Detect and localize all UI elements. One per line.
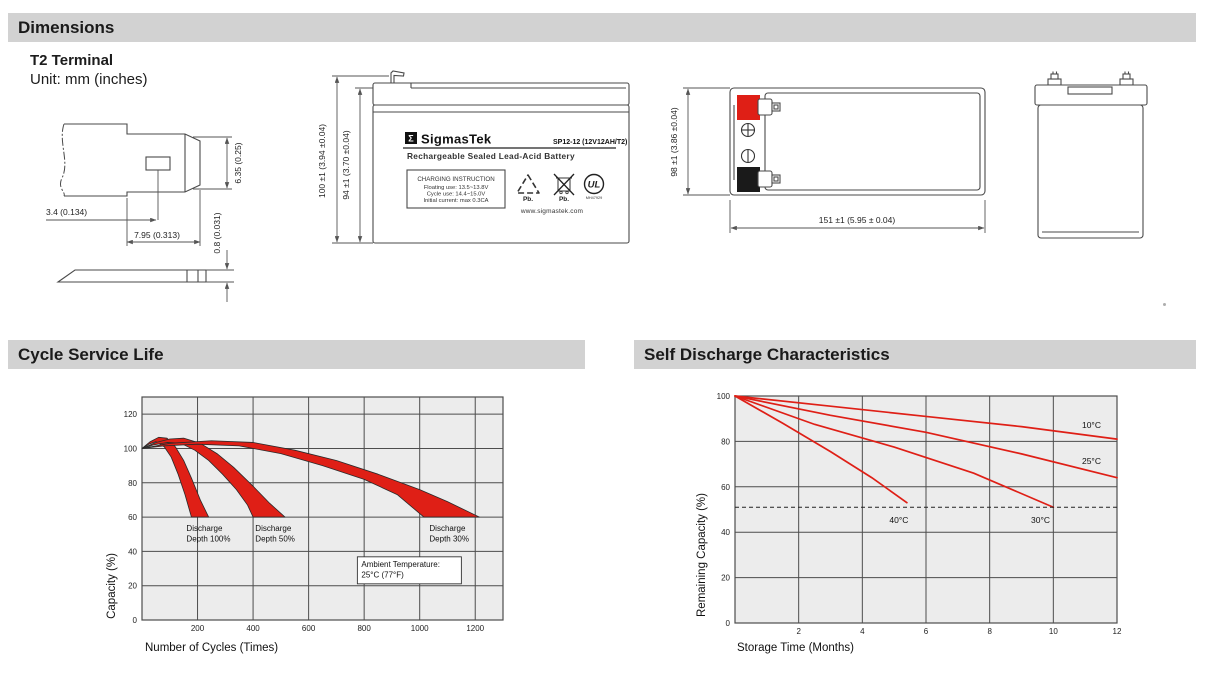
tab-base (758, 171, 772, 187)
dim-text-thickness: 0.8 (0.031) (212, 212, 222, 254)
x-tick-label: 12 (1112, 627, 1122, 636)
ul-letters: UL (587, 179, 601, 191)
chart-annotation: Depth 100% (186, 534, 231, 544)
terminal-side-view (58, 212, 234, 302)
terminal-type-label: T2 Terminal (30, 52, 114, 69)
chart-annotation: Depth 50% (255, 534, 295, 544)
x-axis-title: Number of Cycles (Times) (145, 642, 279, 654)
y-tick-label: 100 (123, 444, 137, 454)
tab-tip (772, 103, 780, 111)
pb-recycle-label: Pb. (522, 196, 534, 203)
chart-annotation: 25°C (77°F) (361, 570, 404, 580)
x-tick-label: 2 (796, 627, 801, 636)
dim-text-hole-offset: 3.4 (0.134) (46, 207, 88, 217)
battery-top-view-drawing (655, 65, 1015, 265)
section-title-cycle-life: Cycle Service Life (18, 345, 164, 364)
cycle-service-life-chart (95, 390, 515, 685)
self-discharge-chart (685, 390, 1210, 685)
series-label: 25°C (1081, 456, 1101, 467)
series-label: 40°C (889, 515, 909, 526)
y-tick-label: 100 (716, 392, 730, 401)
terminal-tab (391, 71, 404, 83)
y-tick-label: 40 (128, 547, 137, 557)
y-tick-label: 60 (128, 513, 137, 523)
end-body (1038, 105, 1143, 238)
y-axis-title: Capacity (%) (106, 553, 118, 619)
dim-text-total-height: 100 ±1 (3.94 ±0.04) (317, 123, 327, 199)
charging-line-3: Initial current: max 0.3CA (423, 198, 489, 204)
section-header-cycle-life (8, 340, 585, 369)
terminal-cap (1123, 74, 1130, 79)
battery-type-line: Rechargeable Sealed Lead-Acid Battery (407, 151, 575, 161)
x-axis-title: Storage Time (Months) (737, 642, 854, 654)
terminal-plan-view (60, 124, 200, 220)
x-tick-label: 8 (987, 627, 992, 636)
terminal-outline (64, 124, 200, 196)
chart-annotation: Discharge (255, 523, 292, 533)
website-text: www.sigmastek.com (520, 208, 584, 215)
model-number: SP12-12 (12V12AH/T2) (553, 139, 628, 146)
chart-annotation: Discharge (429, 523, 466, 533)
x-tick-label: 10 (1048, 627, 1058, 636)
chart-annotation: Discharge (186, 523, 223, 533)
y-tick-label: 120 (123, 410, 137, 420)
y-tick-label: 20 (721, 573, 730, 583)
unit-note: Unit: mm (inches) (30, 71, 148, 88)
dim-text-length: 151 ±1 (5.95 ± 0.04) (818, 215, 896, 225)
negative-terminal-marker (737, 167, 760, 192)
tab-base (758, 99, 772, 115)
battery-body (373, 105, 629, 243)
section-title-self-discharge: Self Discharge Characteristics (644, 345, 890, 364)
terminal-base (1048, 79, 1061, 85)
series-label: 30°C (1031, 515, 1051, 526)
section-header-dimensions (8, 13, 1196, 42)
y-tick-label: 80 (721, 437, 730, 447)
positive-terminal-marker (737, 95, 760, 120)
series-label: 10°C (1081, 419, 1101, 430)
section-title-dimensions: Dimensions (18, 18, 115, 37)
x-tick-label: 400 (246, 624, 260, 633)
x-tick-label: 4 (860, 627, 865, 636)
y-tick-label: 60 (721, 482, 730, 492)
sigma-icon: Σ (408, 133, 414, 144)
y-axis-title: Remaining Capacity (%) (696, 493, 708, 617)
charging-title: CHARGING INSTRUCTION (417, 176, 495, 183)
brand-name: SigmasTek (421, 131, 492, 147)
terminal-detail-drawing (30, 110, 265, 305)
positive-polarity-icon (742, 124, 755, 137)
terminal-side-outline (58, 270, 206, 282)
tab-tip (772, 175, 780, 183)
end-lid (1035, 85, 1147, 105)
terminal-hole (146, 157, 170, 170)
dim-text-width: 98 ±1 (3.86 ±0.04) (669, 107, 679, 177)
print-artifact (1163, 303, 1166, 306)
battery-front-view-drawing (315, 65, 650, 265)
x-tick-label: 600 (301, 624, 316, 633)
y-tick-label: 0 (132, 616, 137, 625)
end-view-case (1035, 72, 1147, 239)
x-tick-label: 1000 (410, 624, 429, 633)
terminal-cap (1051, 74, 1058, 79)
pb-bin-label: Pb. (558, 196, 570, 203)
charging-line-1: Floating use: 13.5~13.8V (423, 185, 489, 191)
chart-annotation: Ambient Temperature: (361, 559, 440, 569)
break-line (60, 124, 64, 196)
top-view-case (730, 88, 985, 195)
x-tick-label: 1200 (466, 624, 485, 633)
x-tick-label: 6 (923, 627, 929, 636)
x-tick-label: 200 (190, 624, 205, 633)
y-tick-label: 40 (721, 528, 730, 538)
charging-line-2: Cycle use: 14.4~15.0V (426, 191, 486, 198)
dim-text-tab-width: 6.35 (0.25) (233, 142, 243, 184)
x-tick-label: 800 (357, 624, 371, 633)
end-terminal-left (1048, 72, 1061, 86)
y-tick-label: 20 (128, 581, 137, 591)
ul-file-number: MH47929 (585, 196, 603, 200)
dim-text-tab-length: 7.95 (0.313) (134, 230, 180, 240)
terminal-base (1120, 79, 1133, 85)
section-header-self-discharge (634, 340, 1196, 369)
end-terminal-right (1120, 72, 1133, 86)
y-tick-label: 80 (128, 478, 137, 488)
terminal-subheading (30, 51, 148, 89)
y-tick-label: 0 (725, 619, 730, 628)
battery-end-view-drawing (1020, 60, 1210, 260)
dim-text-case-height: 94 ±1 (3.70 ±0.04) (341, 130, 351, 200)
chart-annotation: Depth 30% (429, 534, 470, 544)
